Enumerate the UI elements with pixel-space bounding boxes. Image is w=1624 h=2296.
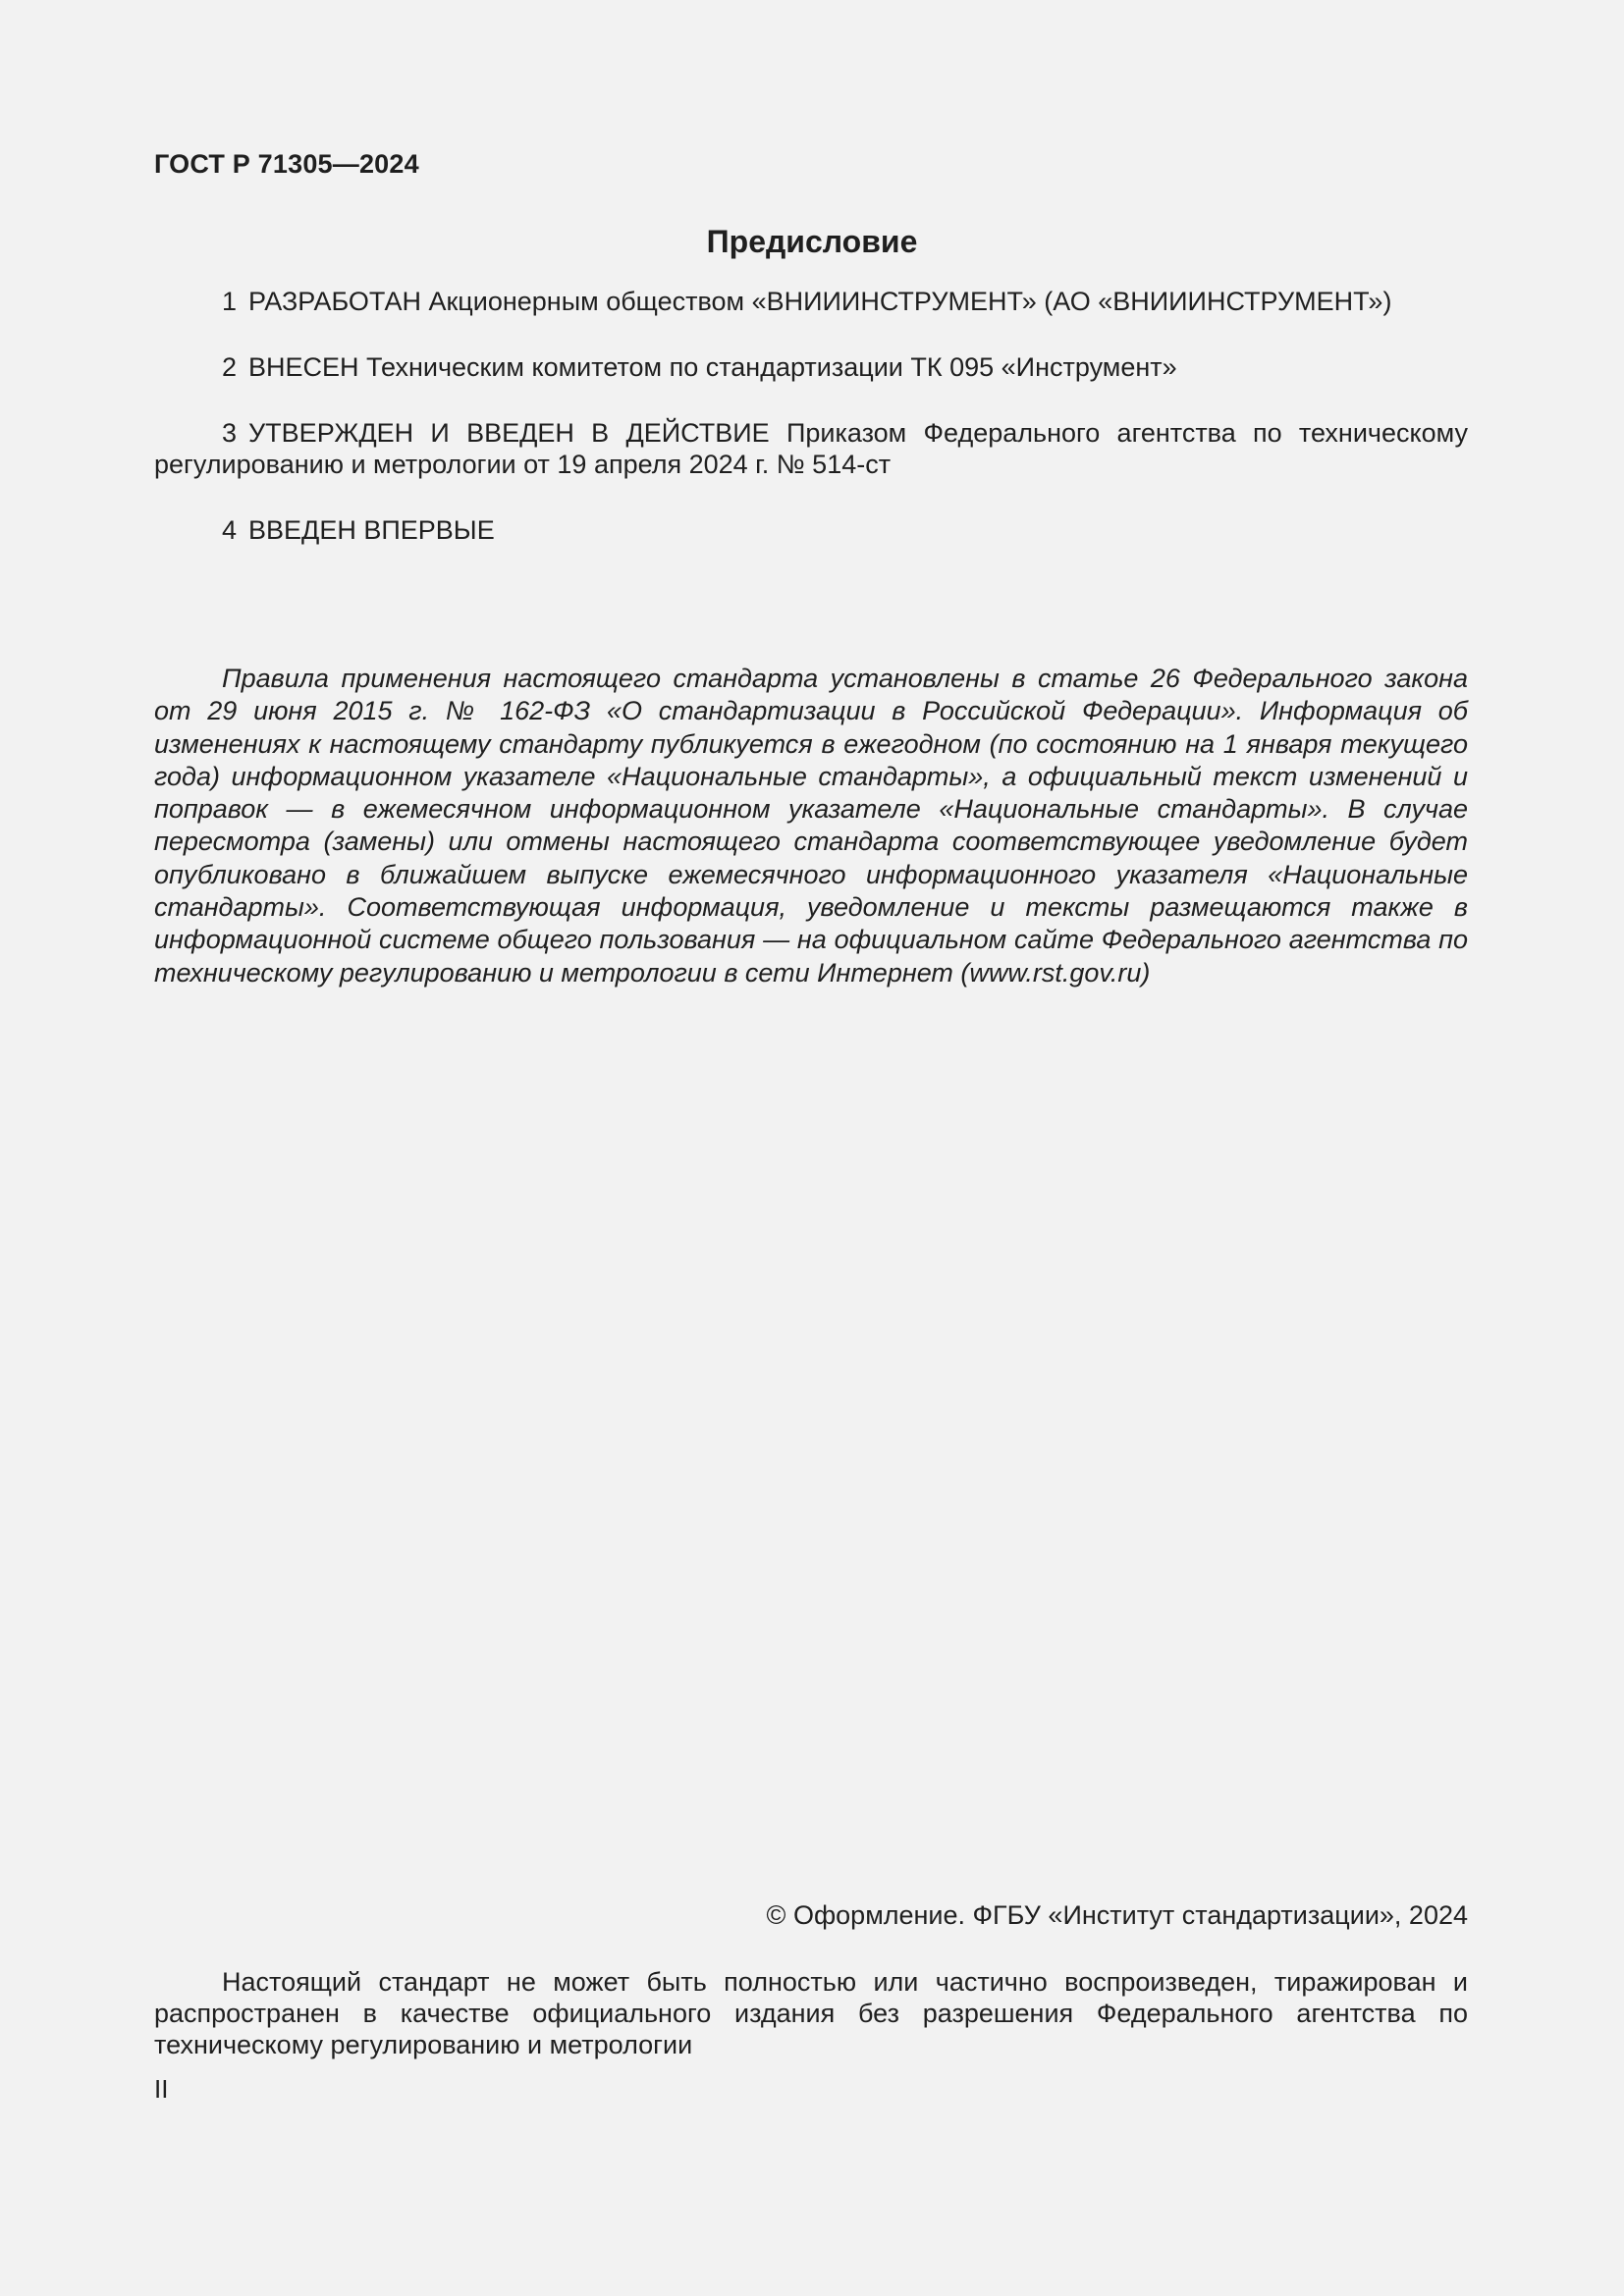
item-text-line-2: регулированию и метрологии от 19 апреля 2024 г. № 514-ст	[154, 450, 892, 479]
reproduction-notice: Настоящий стандарт не может быть полностью или частично воспроизведен, тиражирован и распространен в качестве официального издания без разрешения Федерального агентства по техническому регулированию и метрологии	[154, 1967, 1468, 2059]
item-text: РАЗРАБОТАН Акционерным обществом «ВНИИИНСТРУМЕНТ» (АО «ВНИИИНСТРУМЕНТ»)	[248, 287, 1392, 316]
foreword-item-3	[154, 417, 1468, 480]
application-rules-notice: Правила применения настоящего стандарта установлены в статье 26 Федерального закона от 29 июня 2015 г. № 162-ФЗ «О стандартизации в Российской Федерации». Информация об изменениях к настоящему стандарту публикуется в ежегодном (по состоянию на 1 января текущего года) информационном указателе «Национальные стандарты», а официальный текст изменений и поправок — в ежемесячном информационном указателе «Национальные стандарты». В случае пересмотра (замены) или отмены настоящего стандарта соответствующее уведомление будет опубликовано в ближайшем выпуске ежемесячного информационного указателя «Национальные стандарты». Соответствующая информация, уведомление и тексты размещаются также в информационной системе общего пользования — на официальном сайте Федерального агентства по техническому регулированию и метрологии в сети Интернет (www.rst.gov.ru)	[154, 664, 1468, 988]
document-code: ГОСТ Р 71305—2024	[154, 149, 419, 179]
copyright-line: © Оформление. ФГБУ «Институт стандартизации», 2024	[766, 1900, 1468, 1930]
page-number: II	[154, 2074, 169, 2104]
section-title: Предисловие	[706, 224, 918, 259]
item-text: ВВЕДЕН ВПЕРВЫЕ	[248, 515, 495, 545]
item-line-1	[154, 417, 1468, 449]
item-text-line-1: УТВЕРЖДЕН И ВВЕДЕН В ДЕЙСТВИЕ Приказом Федерального агентства по техническому	[248, 418, 1468, 448]
foreword-item-2	[154, 351, 1468, 383]
item-number: 4	[222, 515, 238, 545]
foreword-item-4	[154, 514, 1468, 546]
item-number: 2	[222, 352, 238, 382]
foreword-item-1	[154, 286, 1468, 317]
item-text: ВНЕСЕН Техническим комитетом по стандартизации ТК 095 «Инструмент»	[248, 352, 1177, 382]
item-number: 1	[222, 287, 238, 316]
item-number: 3	[222, 418, 238, 448]
